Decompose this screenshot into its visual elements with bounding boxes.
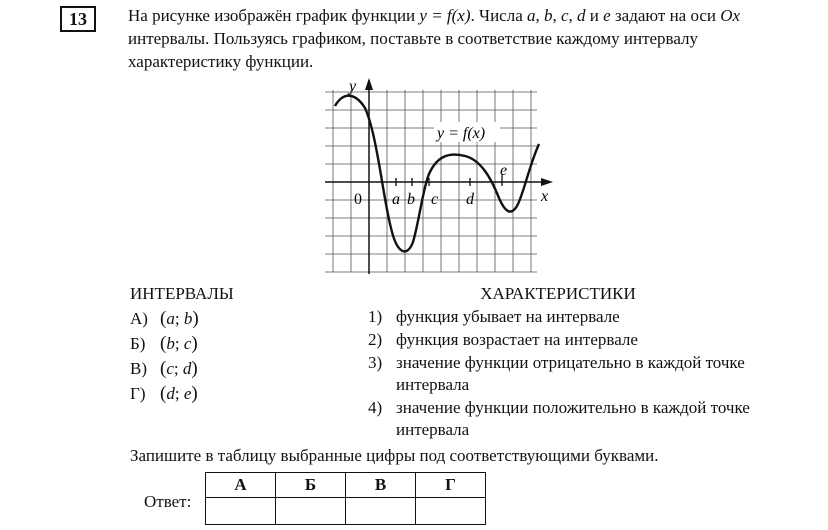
interval-end: b xyxy=(183,309,193,328)
answer-cell-v[interactable] xyxy=(346,498,416,525)
problem-text-2: . Числа xyxy=(470,6,527,25)
interval-item: Б) (b; c) xyxy=(130,333,198,354)
function-curve xyxy=(335,96,539,252)
characteristics-column xyxy=(368,284,768,442)
var-b: b xyxy=(544,6,553,25)
answer-column-v: В xyxy=(346,473,416,498)
interval-end: e xyxy=(183,384,192,403)
interval-letter: В) xyxy=(130,359,147,378)
grid xyxy=(325,90,537,272)
characteristic-number: 3) xyxy=(368,353,383,372)
characteristic-text: функция убывает на интервале xyxy=(396,307,620,326)
problem-text-5: интервалы. Пользуясь графиком, поставьте в соответствие каждому интервалу характеристику функции. xyxy=(128,29,699,71)
interval-start: d xyxy=(166,384,175,403)
interval-item: А) (a; b) xyxy=(130,308,199,329)
interval-letter: Г) xyxy=(130,384,146,403)
characteristic-item xyxy=(368,352,768,396)
var-c: c xyxy=(561,6,569,25)
characteristic-number: 1) xyxy=(368,307,383,326)
point-label-d: d xyxy=(466,191,474,208)
characteristic-item xyxy=(368,329,768,351)
answer-cell-b[interactable] xyxy=(276,498,346,525)
interval-end: c xyxy=(183,334,192,353)
interval-start: c xyxy=(166,359,174,378)
interval-start: a xyxy=(166,309,175,328)
characteristic-text: значение функции положительно в каждой точке интервала xyxy=(396,398,750,439)
instruction-text: Запишите в таблицу выбранные цифры под соответствующими буквами. xyxy=(130,446,659,465)
function-notation: y = f(x) xyxy=(419,6,471,25)
interval-start: b xyxy=(166,334,175,353)
characteristic-item xyxy=(368,306,768,328)
answer-column-g: Г xyxy=(416,473,486,498)
interval-letter: А) xyxy=(130,309,148,328)
axis-name: Ox xyxy=(720,6,741,25)
y-axis-label: y xyxy=(349,78,357,95)
characteristics-header: ХАРАКТЕРИСТИКИ xyxy=(480,284,636,303)
origin-label: 0 xyxy=(354,191,362,208)
point-label-b: b xyxy=(407,191,415,208)
answer-cell-g[interactable] xyxy=(416,498,486,525)
axes xyxy=(325,80,547,274)
answer-cell-a[interactable] xyxy=(206,498,276,525)
characteristic-number: 2) xyxy=(368,330,383,349)
y-axis-arrow-icon xyxy=(365,78,373,90)
characteristic-text: функция возрастает на интервале xyxy=(396,330,638,349)
characteristic-text: значение функции отрицательно в каждой точке интервала xyxy=(396,353,745,394)
answer-label: Ответ: xyxy=(144,492,192,511)
characteristic-item xyxy=(368,397,768,441)
interval-item: Г) (d; e) xyxy=(130,383,198,404)
problem-text-3: и xyxy=(585,6,604,25)
point-label-a: a xyxy=(392,191,400,208)
answer-column-b: Б xyxy=(276,473,346,498)
x-axis-arrow-icon xyxy=(541,178,553,186)
answer-column-a: А xyxy=(206,473,276,498)
curve-label: y = f(x) xyxy=(437,125,486,142)
tick-marks xyxy=(396,175,502,186)
var-a: a xyxy=(527,6,536,25)
characteristics-list xyxy=(368,306,768,441)
x-axis-label: x xyxy=(541,188,549,205)
var-d: d xyxy=(577,6,586,25)
interval-letter: Б) xyxy=(130,334,146,353)
point-label-c: c xyxy=(431,191,439,208)
characteristic-number: 4) xyxy=(368,398,383,417)
task-number: 13 xyxy=(60,6,96,32)
interval-item: В) (c; d) xyxy=(130,358,198,379)
intervals-header: ИНТЕРВАЛЫ xyxy=(130,284,234,303)
problem-text-4: задают на оси xyxy=(610,6,721,25)
intervals-column xyxy=(130,284,234,406)
var-e: e xyxy=(603,6,611,25)
interval-end: d xyxy=(182,359,192,378)
problem-text-1: На рисунке изображён график функции xyxy=(128,6,420,25)
point-label-e: e xyxy=(500,162,508,179)
problem-statement: На рисунке изображён график функции y = f(x). Числа a, b, c, d и e задают на оси Ox интервалы. Пользуясь графиком, поставьте в соответствие каждому интервалу характеристику функции. xyxy=(128,6,741,71)
answer-table xyxy=(205,472,486,525)
function-graph xyxy=(325,78,555,274)
